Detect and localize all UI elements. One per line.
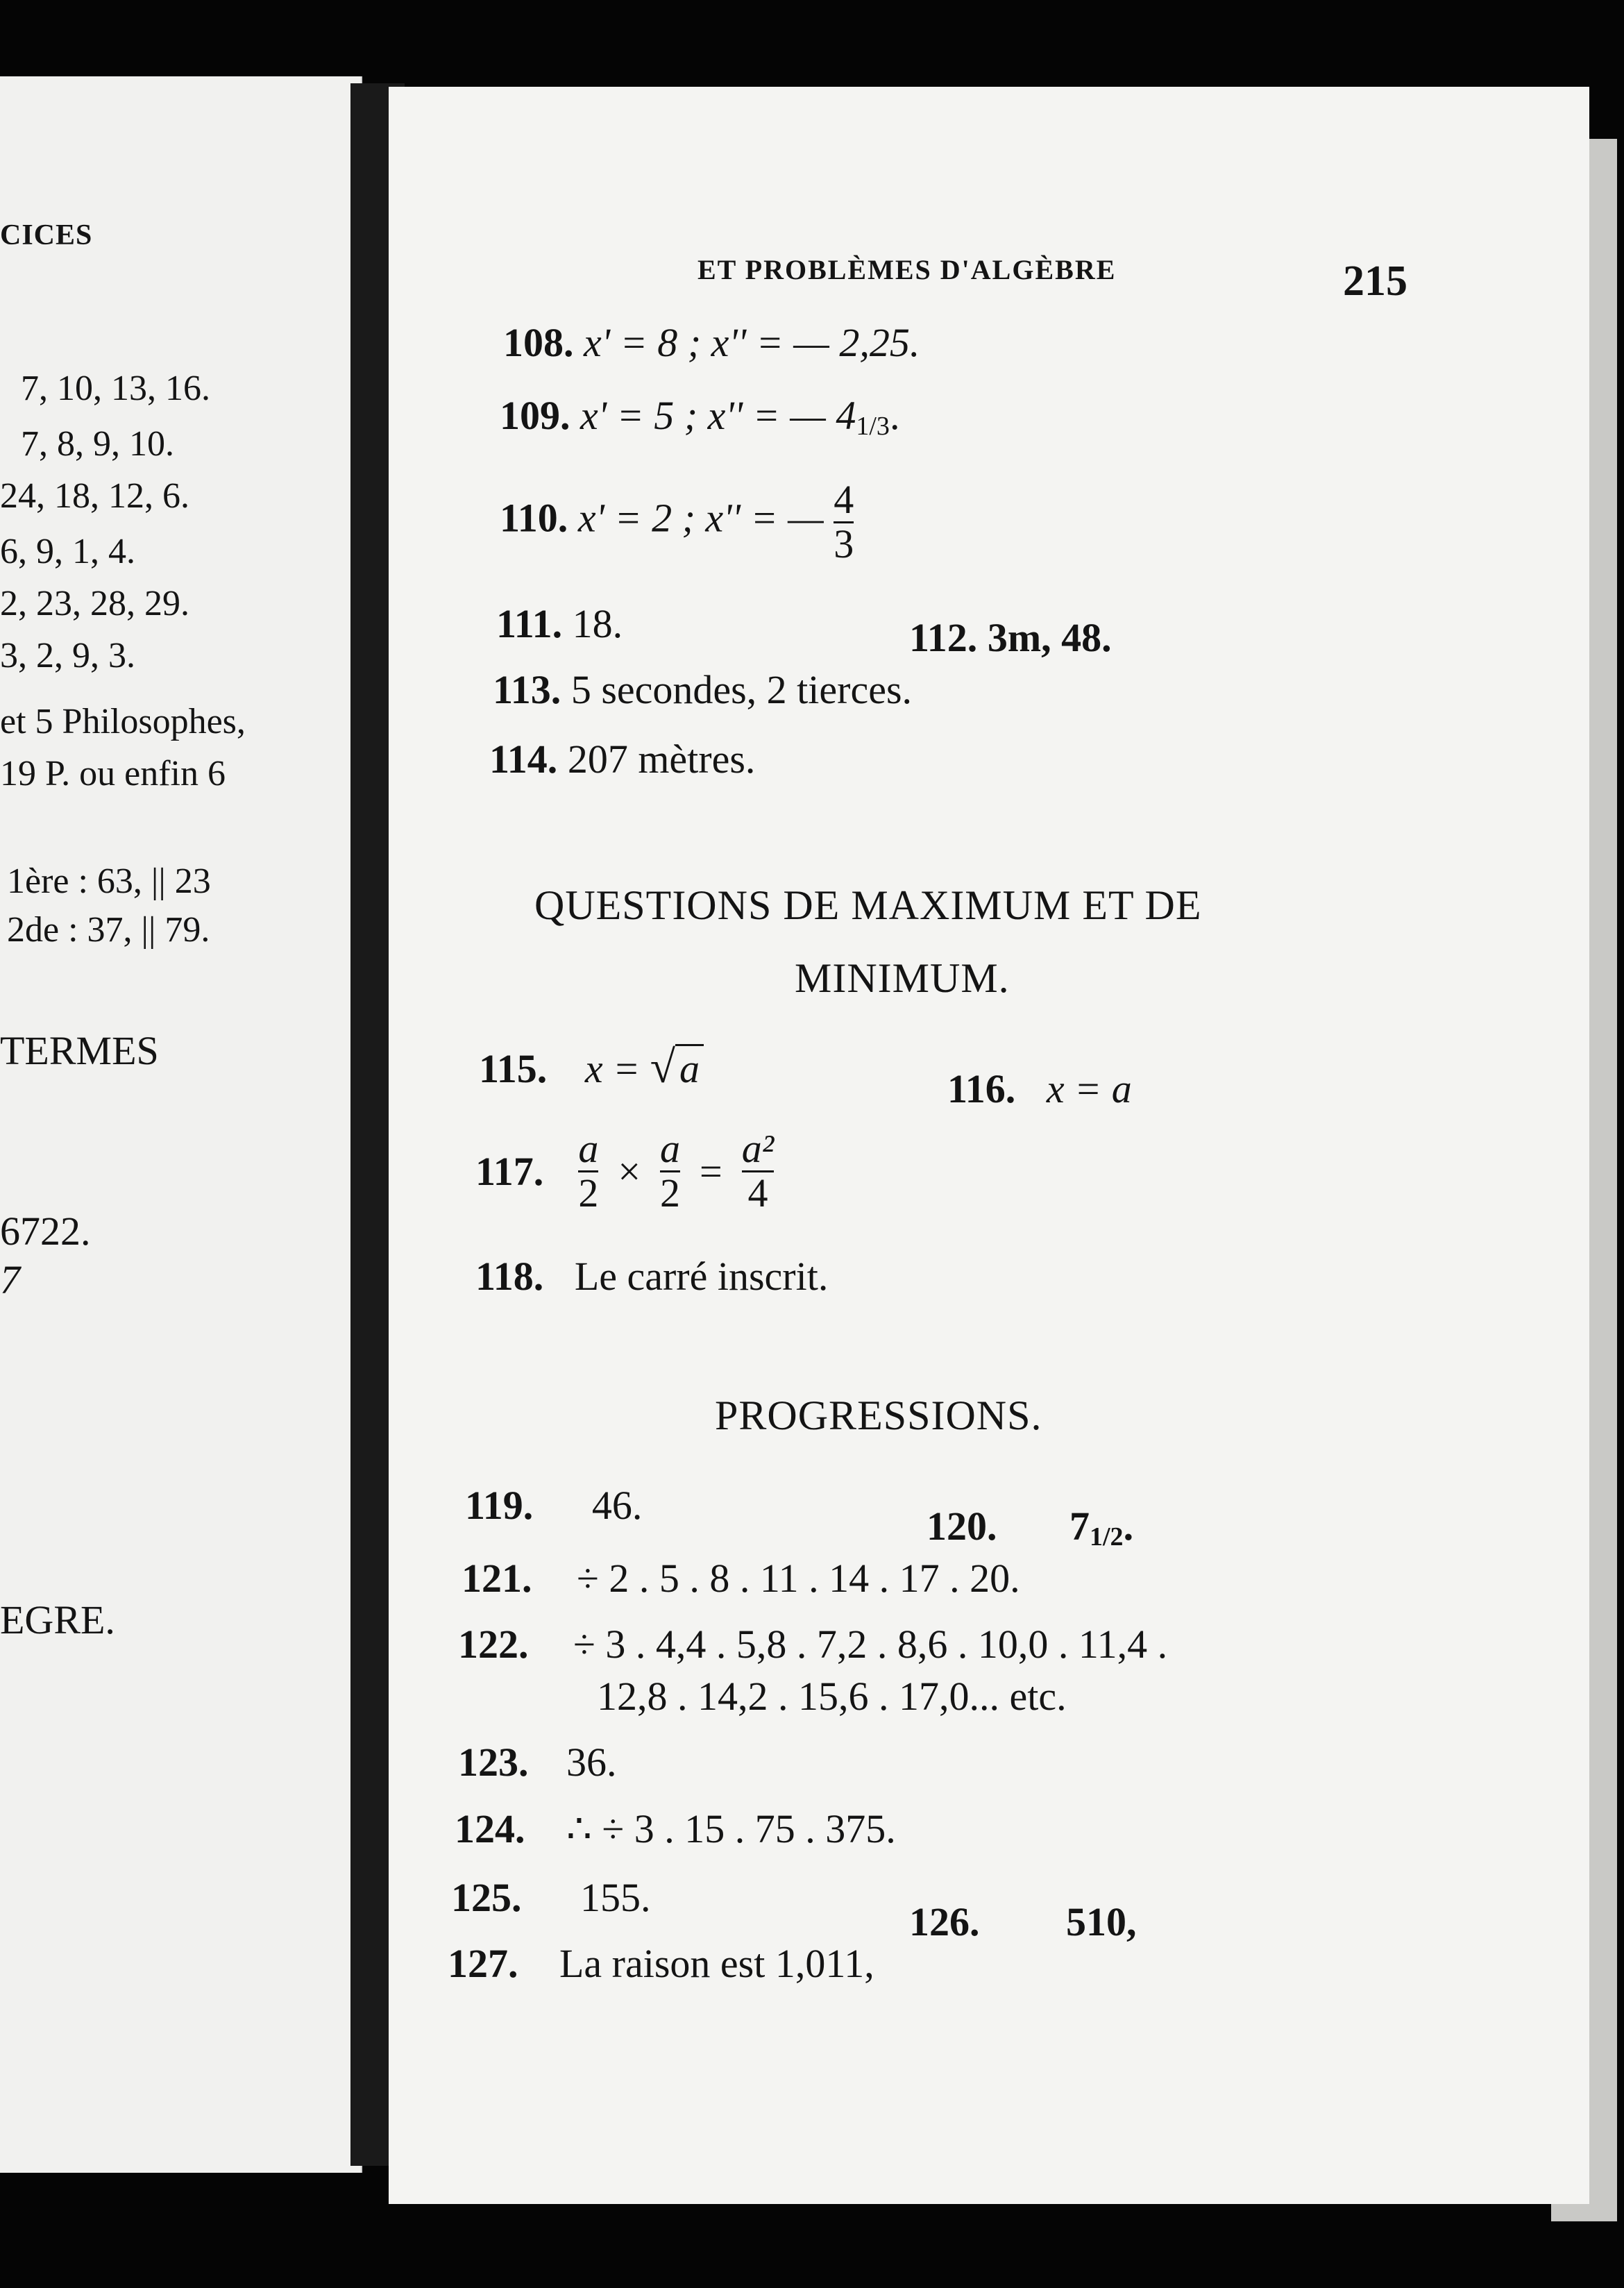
answer-end: . xyxy=(889,393,900,438)
answer-120 xyxy=(927,1503,1133,1552)
left-line: 1ère : 63, || 23 xyxy=(7,861,211,901)
answer-109 xyxy=(500,392,899,441)
answer-123 xyxy=(458,1739,617,1785)
fraction-numerator: 4 xyxy=(834,477,854,522)
answer-text: 7 xyxy=(1069,1504,1090,1549)
right-page xyxy=(389,87,1589,2204)
answer-118 xyxy=(475,1253,828,1299)
answer-number: 110. xyxy=(500,495,568,541)
left-line: 7, 8, 9, 10. xyxy=(21,424,174,464)
answer-126 xyxy=(909,1899,1137,1945)
left-page xyxy=(0,76,362,2173)
answer-number: 123. xyxy=(458,1740,529,1785)
times-sign: × xyxy=(618,1148,641,1194)
square-root-icon: √ xyxy=(650,1042,675,1093)
fraction-denominator: 3 xyxy=(834,521,854,566)
section-heading-max-min: QUESTIONS DE MAXIMUM ET DE xyxy=(534,882,1202,928)
answer-number: 125. xyxy=(451,1875,522,1920)
answer-number: 114. xyxy=(489,737,558,782)
fraction-a-over-2 xyxy=(578,1128,598,1215)
answer-text: ∴ ÷ 3 . 15 . 75 . 375. xyxy=(566,1806,896,1851)
left-line: 2de : 37, || 79. xyxy=(7,910,210,950)
answer-text: 207 mètres. xyxy=(567,737,756,782)
answer-text: 36. xyxy=(566,1740,617,1785)
answer-114 xyxy=(489,736,755,782)
answer-text: 3m, 48. xyxy=(987,615,1112,660)
left-line: 24, 18, 12, 6. xyxy=(0,476,189,516)
radicand: a xyxy=(675,1044,704,1091)
left-line: 7, 10, 13, 16. xyxy=(21,369,210,408)
answer-text: 18. xyxy=(572,601,623,646)
answer-number: 124. xyxy=(455,1806,525,1851)
answer-number: 113. xyxy=(493,667,561,712)
section-heading-progressions: PROGRESSIONS. xyxy=(715,1393,1042,1438)
answer-115 xyxy=(479,1041,704,1094)
fraction-numerator: a² xyxy=(741,1126,775,1171)
answer-lhs: x = xyxy=(584,1046,641,1091)
answer-112 xyxy=(909,614,1112,661)
answer-text: Le carré inscrit. xyxy=(574,1254,829,1299)
fraction-numerator: a xyxy=(660,1126,681,1171)
answer-end: . xyxy=(1123,1504,1134,1549)
answer-number: 109. xyxy=(500,393,570,438)
fraction-denominator: 4 xyxy=(747,1170,768,1216)
answer-text: x = a xyxy=(1046,1066,1132,1111)
answer-122 xyxy=(458,1621,1167,1667)
answer-number: 119. xyxy=(465,1483,534,1528)
answer-number: 117. xyxy=(475,1148,544,1194)
left-line: 19 P. ou enfin 6 xyxy=(0,754,226,793)
answer-fraction: 1/3 xyxy=(856,412,890,441)
answer-number: 112. xyxy=(909,615,978,660)
answer-117 xyxy=(475,1128,774,1215)
answer-124 xyxy=(455,1805,896,1852)
section-heading-max-min-cont: MINIMUM. xyxy=(795,955,1010,1001)
fraction-denominator: 2 xyxy=(660,1170,681,1216)
left-line: 2, 23, 28, 29. xyxy=(0,584,189,623)
answer-text: 510, xyxy=(1066,1899,1137,1944)
left-line: TERMES xyxy=(0,1028,159,1073)
answer-text: x' = 5 ; x'' = — 4 xyxy=(580,393,856,438)
answer-text: x' = 8 ; x'' = — 2,25. xyxy=(584,320,920,365)
page-number: 215 xyxy=(1343,258,1407,305)
answer-119 xyxy=(465,1482,642,1529)
fraction-denominator: 2 xyxy=(578,1170,599,1216)
answer-110 xyxy=(500,479,854,566)
answer-125 xyxy=(451,1874,651,1921)
fraction-a2-over-4 xyxy=(742,1128,774,1215)
answer-122-continuation: 12,8 . 14,2 . 15,6 . 17,0... etc. xyxy=(597,1674,1067,1719)
answer-number: 111. xyxy=(496,601,563,646)
answer-number: 126. xyxy=(909,1899,980,1944)
answer-text: x' = 2 ; x'' = — xyxy=(577,495,824,541)
answer-number: 108. xyxy=(503,320,574,365)
fraction-numerator: a xyxy=(578,1126,599,1171)
answer-number: 122. xyxy=(458,1622,529,1667)
answer-number: 120. xyxy=(927,1504,997,1549)
left-line: 3, 2, 9, 3. xyxy=(0,636,135,675)
answer-116 xyxy=(947,1066,1132,1112)
answer-113 xyxy=(493,666,912,713)
answer-121 xyxy=(462,1555,1020,1601)
answer-number: 116. xyxy=(947,1066,1016,1111)
answer-text: 5 secondes, 2 tierces. xyxy=(570,667,913,712)
left-line: 6, 9, 1, 4. xyxy=(0,532,135,571)
answer-text: 155. xyxy=(580,1875,651,1920)
running-head: ET PROBLÈMES D'ALGÈBRE xyxy=(697,254,1117,285)
left-line: et 5 Philosophes, xyxy=(0,702,246,741)
answer-number: 118. xyxy=(475,1254,544,1299)
left-running-head: CICES xyxy=(0,219,93,251)
answer-number: 115. xyxy=(479,1046,548,1091)
left-line: 7 xyxy=(0,1257,20,1302)
answer-111 xyxy=(496,600,623,647)
left-line: 6722. xyxy=(0,1209,91,1254)
left-line: EGRE. xyxy=(0,1597,115,1642)
answer-text: ÷ 3 . 4,4 . 5,8 . 7,2 . 8,6 . 10,0 . 11,4 . xyxy=(573,1622,1168,1667)
answer-108 xyxy=(503,319,920,366)
fraction-a-over-2 xyxy=(660,1128,680,1215)
answer-number: 127. xyxy=(448,1941,518,1986)
equals-sign: = xyxy=(700,1148,722,1194)
answer-text: 46. xyxy=(591,1483,643,1528)
answer-fraction: 1/2 xyxy=(1090,1522,1124,1551)
answer-127 xyxy=(448,1940,874,1987)
answer-number: 121. xyxy=(462,1556,532,1601)
answer-text: La raison est 1,011, xyxy=(559,1941,874,1986)
answer-fraction xyxy=(834,479,854,566)
answer-text: ÷ 2 . 5 . 8 . 11 . 14 . 17 . 20. xyxy=(577,1556,1020,1601)
